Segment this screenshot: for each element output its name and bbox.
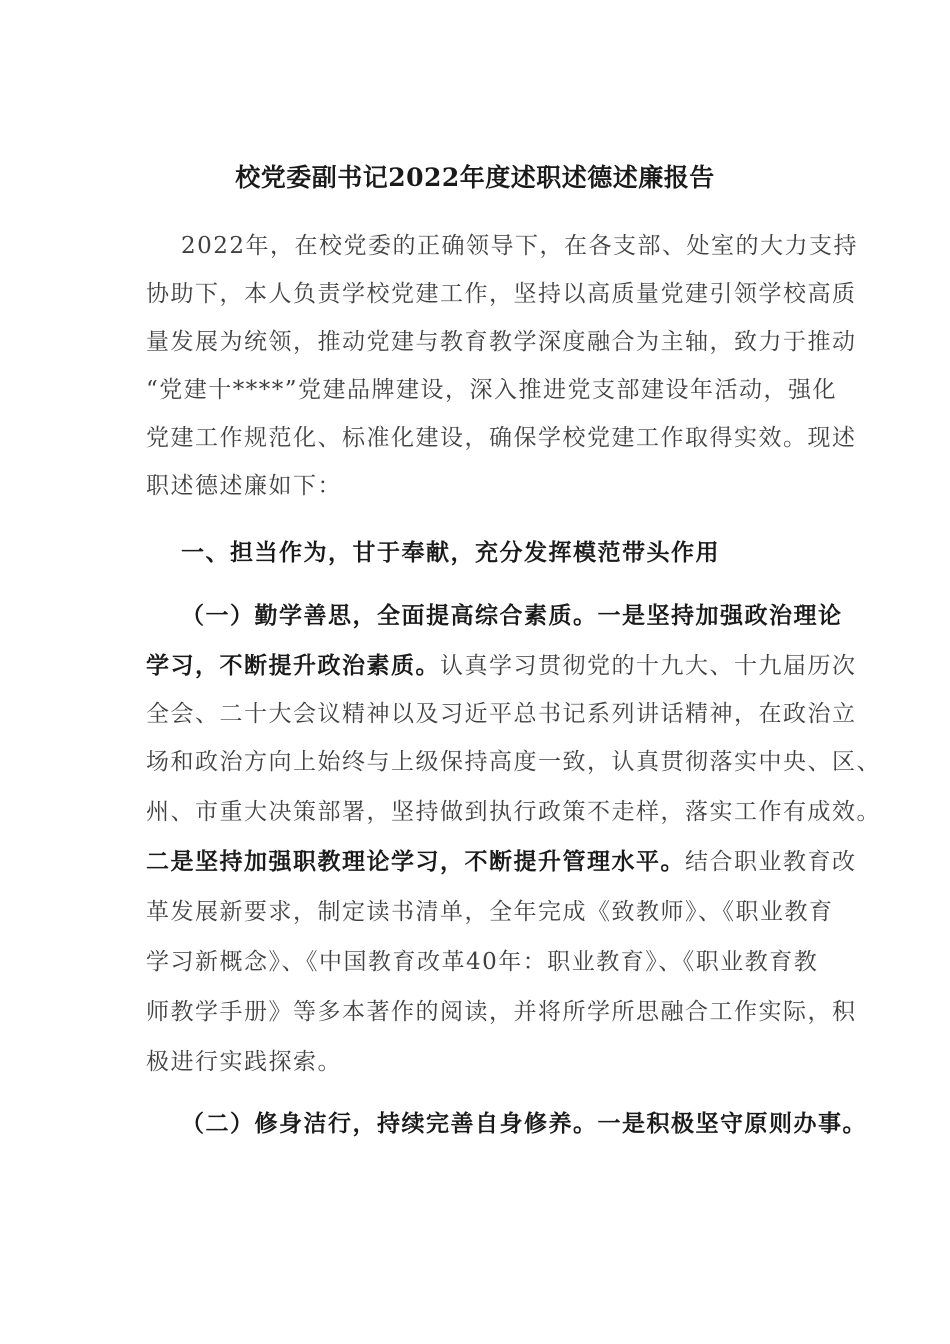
intro-line-6: 职述德述廉如下： [146,473,342,499]
bold-lead: 二是坚持加强职教理论学习，不断提升管理水平。 [146,848,685,875]
intro-line-1: 2022年，在校党委的正确领导下，在各支部、处室的大力支持 [181,233,859,259]
bold-lead: 学习，不断提升政治素质。 [146,652,440,679]
intro-line-2: 协助下，本人负责学校党建工作，坚持以高质量党建引领学校高质 [146,281,857,307]
subsection-1-line-8: 学习新概念》、《中国教育改革40年：职业教育》、《职业教育教 [146,949,819,975]
subsection-1-line-5: 州、市重大决策部署，坚持做到执行政策不走样，落实工作有成效。 [146,799,881,825]
subsection-1-line-9: 师教学手册》等多本著作的阅读，并将所学所思融合工作实际，积 [146,999,857,1025]
document-title: 校党委副书记2022年度述职述德述廉报告 [235,163,715,192]
section-heading-1: 一、担当作为，甘于奉献，充分发挥模范带头作用 [181,539,720,566]
subsection-1-line-7: 革发展新要求，制定读书清单，全年完成《致教师》、《职业教育 [146,899,834,925]
subsection-1-line-2 [146,647,857,680]
intro-line-3: 量发展为统领，推动党建与教育教学深度融合为主轴，致力于推动 [146,329,857,355]
subsection-1-line-6 [146,843,857,876]
subsection-1-line-1: （一）勤学善思，全面提高综合素质。一是坚持加强政治理论 [181,602,843,629]
subsection-2-line-1: （二）修身洁行，持续完善自身修养。一是积极坚守原则办事。 [181,1110,867,1137]
subsection-1-line-4: 场和政治方向上始终与上级保持高度一致，认真贯彻落实中央、区、 [146,749,881,775]
subsection-1-line-10: 极进行实践探索。 [146,1049,342,1075]
body-text: 认真学习贯彻党的十九大、十九届历次 [440,653,857,679]
body-text: 结合职业教育改 [685,849,857,875]
intro-line-5: 党建工作规范化、标准化建设，确保学校党建工作取得实效。现述 [146,425,857,451]
intro-line-4: “党建十****”党建品牌建设，深入推进党支部建设年活动，强化 [146,377,838,403]
subsection-1-line-3: 全会、二十大会议精神以及习近平总书记系列讲话精神，在政治立 [146,701,857,727]
